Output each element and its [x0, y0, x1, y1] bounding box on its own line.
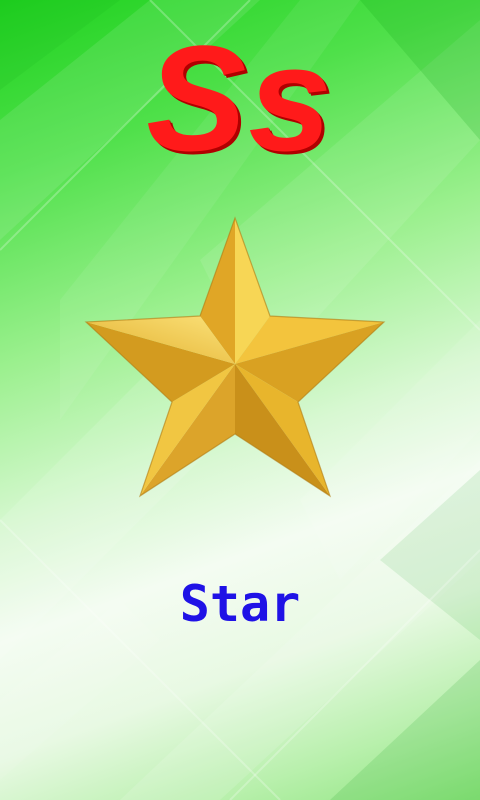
word-label: Star [179, 575, 301, 633]
star-icon[interactable] [82, 214, 388, 500]
letter-heading: Ss [146, 14, 334, 182]
